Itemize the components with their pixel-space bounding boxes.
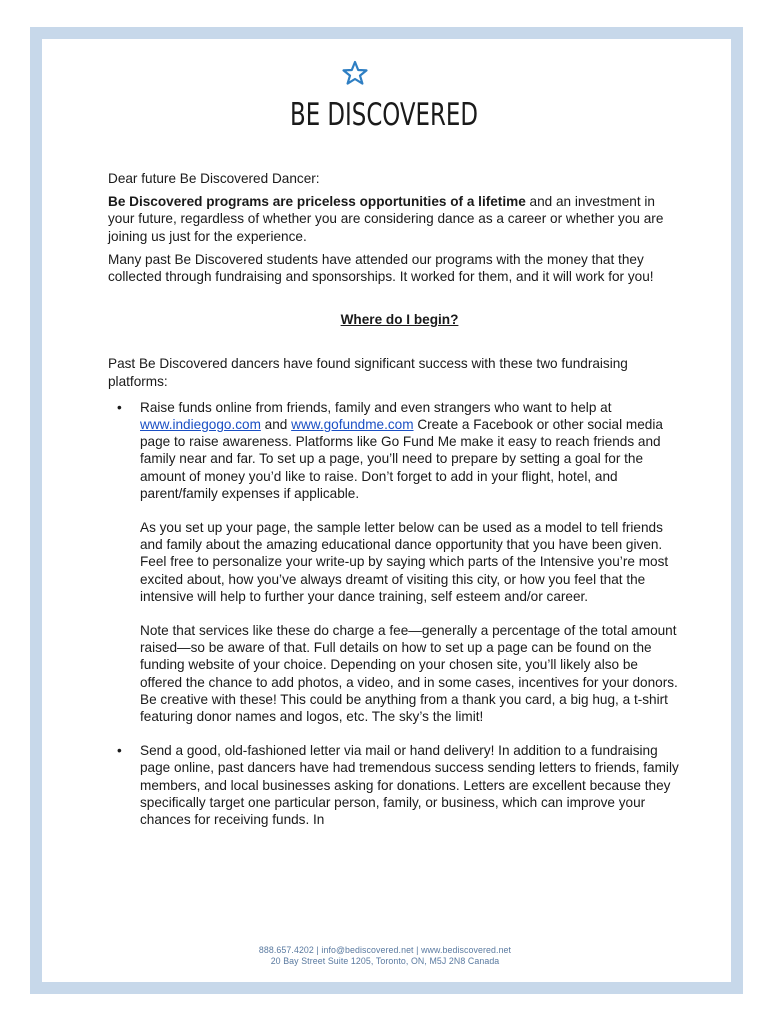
section-heading: Where do I begin? (340, 312, 459, 328)
intro-paragraph (108, 193, 683, 245)
success-paragraph: Many past Be Discovered students have attended our programs with the money that they collected through fundraising and sponsorships. It worked for them, and it will work for you! (108, 251, 654, 285)
star-icon (344, 62, 367, 84)
gofundme-link[interactable]: www.gofundme.com (291, 417, 414, 433)
footer-contact (200, 945, 570, 966)
setup-paragraph: As you set up your page, the sample letter below can be used as a model to tell friends and family about the amazing educational dance opportunity that you have been given. Feel free to personalize your write-up by saying which parts of the Intensive you’re most excited about, how you’ve always dreamt of visiting this city, or how you feel that the intensive will help to further your dance training, self esteem and/or career. (140, 520, 669, 604)
platforms-intro: Past Be Discovered dancers have found significant success with these two fundraising platforms: (108, 356, 628, 389)
online-paragraph (140, 399, 683, 502)
intro-rest: and an investment in your future, regardless of whether you are considering dance as a career or whether you are joining us just for the experience. (108, 194, 664, 244)
platform-list (108, 399, 683, 828)
fee-paragraph: Note that services like these do charge a fee—generally a percentage of the total amount raised—so be aware of that. Full details on how to set up a page can be found on the funding website of your choice. Depending on your chosen site, you’ll likely also be offered the chance to add photos, a video, and in some cases, incentives for your donors. Be creative with these! This could be anything from a thank you card, a big hug, a t-shirt featuring donor names and logos, etc. The sky’s the limit! (140, 623, 678, 725)
greeting: Dear future Be Discovered Dancer: (108, 171, 320, 186)
footer-line-contact: 888.657.4202 | info@bediscovered.net | www.bediscovered.net (258, 945, 512, 955)
online-text-c: Create a Facebook or other social media page to raise awareness. Platforms like Go Fund Me make it easy to reach friends and family near and far. To set up a page, you’ll need to prepare by setting a goal for the amount of money you’d like to raise. Don’t forget to add in your flight, hotel, and parent/family expenses if applicable. (140, 417, 663, 501)
list-item-letter (108, 742, 683, 828)
footer-line-address: 20 Bay Street Suite 1205, Toronto, ON, M5J 2N8 Canada (270, 955, 500, 966)
letter-body (108, 170, 683, 828)
bullet-icon: • (117, 743, 122, 759)
brand-wordmark: BE DISCOVERED (290, 97, 478, 133)
indiegogo-link[interactable]: www.indiegogo.com (140, 417, 261, 433)
list-item-online (108, 399, 683, 725)
online-text-b: and (260, 417, 292, 433)
intro-bold: Be Discovered programs are priceless opportunities of a lifetime (108, 194, 526, 210)
be-discovered-logo (290, 58, 490, 132)
letter-paragraph: Send a good, old-fashioned letter via mail or hand delivery! In addition to a fundraising page online, past dancers have had tremendous success sending letters to friends, family members, and local businesses asking for donations. Letters are excellent because they specifically target one particular person, family, or business, which can improve your chances for receiving funds. In (140, 743, 679, 828)
online-text-a: Raise funds online from friends, family and even strangers who want to help at (140, 399, 612, 415)
bullet-icon: • (117, 399, 122, 415)
